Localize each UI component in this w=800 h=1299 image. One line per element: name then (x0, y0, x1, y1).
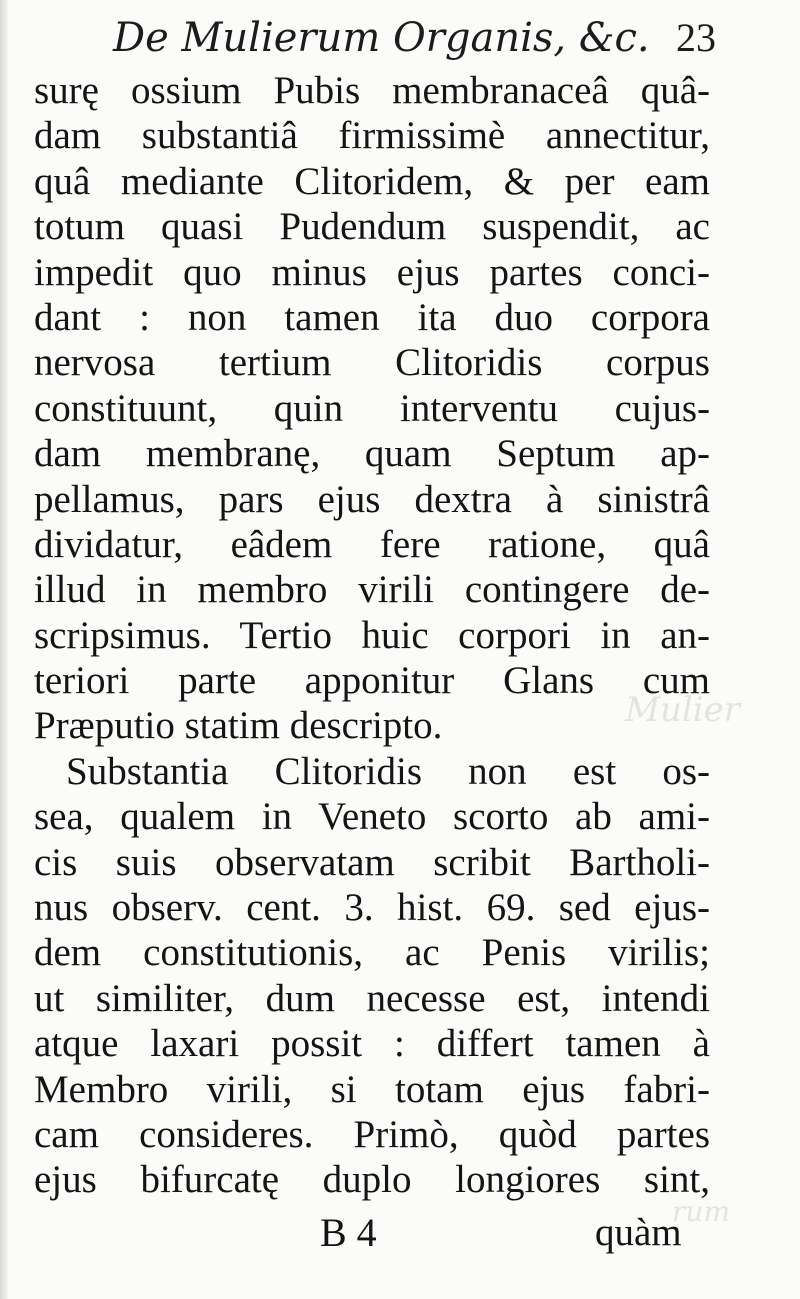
text-line: sea, qualem in Veneto scorto ab ami- (34, 795, 710, 839)
text-line: constituunt, quin interventu cujus- (34, 386, 710, 430)
page-number: 23 (676, 15, 716, 60)
text-line: ut similiter, dum necesse est, intendi (34, 976, 710, 1020)
text-line: scripsimus. Tertio huic corpori in an- (34, 613, 710, 657)
text-block (34, 68, 710, 1208)
text-line: pellamus, pars ejus dextra à sinistrâ (34, 477, 710, 521)
show-through-bleed: Mulier (625, 690, 740, 730)
running-head: De Mulierum Organis, &c. (113, 15, 650, 61)
show-through-bleed-bottom: rum (672, 1195, 730, 1228)
text-line: totum quasi Pudendum suspendit, ac (34, 205, 710, 249)
text-line: illud in membro virili contingere de- (34, 568, 710, 612)
signature-mark: B 4 (320, 1210, 377, 1255)
text-line: Membro virili, si totam ejus fabri- (34, 1067, 710, 1111)
text-line: dant : non tamen ita duo corpora (34, 295, 710, 339)
text-line: dam membranę, quam Septum ap- (34, 432, 710, 476)
text-line: teriori parte apponitur Glans cum (34, 659, 710, 703)
text-line: cis suis observatam scribit Bartholi- (34, 840, 710, 884)
page-footer (320, 1205, 720, 1261)
text-line: nervosa tertium Clitoridis corpus (34, 341, 710, 385)
page-gutter-shadow (0, 0, 8, 1299)
text-line: cam consideres. Primò, quòd partes (34, 1112, 710, 1156)
text-line: dividatur, eâdem fere ratione, quâ (34, 522, 710, 566)
text-line: Substantia Clitoridis non est os- (66, 749, 710, 793)
text-line: ejus bifurcatę duplo longiores sint, (34, 1158, 710, 1202)
text-line: dem constitutionis, ac Penis virilis; (34, 931, 710, 975)
text-line: impedit quo minus ejus partes conci- (34, 250, 710, 294)
catchword: quàm (595, 1211, 682, 1254)
text-line: quâ mediante Clitoridem, & per eam (34, 159, 710, 203)
text-line: nus observ. cent. 3. hist. 69. sed ejus- (34, 886, 710, 930)
text-line: dam substantiâ firmissimè annectitur, (34, 114, 710, 158)
text-line: Præputio statim descripto. (34, 704, 443, 748)
text-line: surę ossium Pubis membranaceâ quâ- (34, 69, 710, 112)
text-line: atque laxari possit : differt tamen à (34, 1022, 710, 1066)
